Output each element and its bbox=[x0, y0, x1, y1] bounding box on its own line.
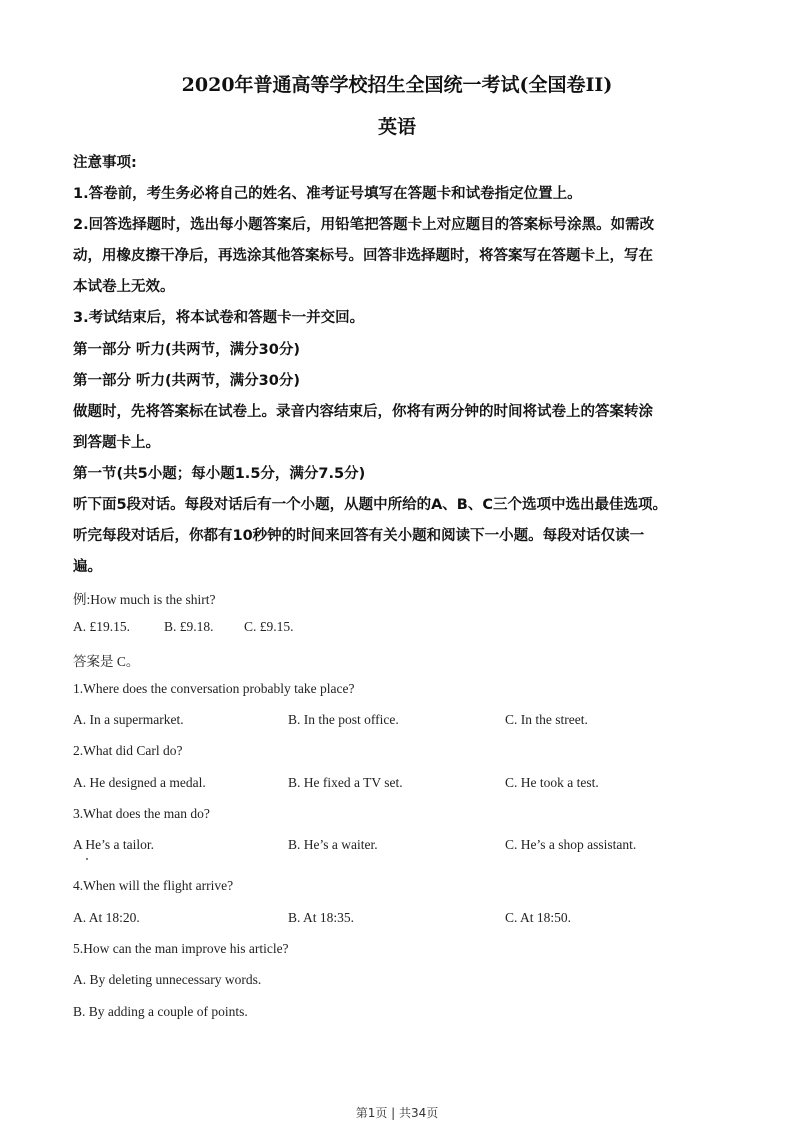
question-2: 2.What did Carl do? bbox=[73, 743, 183, 758]
part1-heading-b: 第一部分 听力(共两节，满分30分) bbox=[73, 373, 300, 389]
question-4-option-b: B. At 18:35. bbox=[288, 910, 355, 925]
question-2-option-b: B. He fixed a TV set. bbox=[288, 775, 403, 790]
example-option-c: C. £9.15. bbox=[244, 619, 294, 634]
instruction-item-2-line-1: 2.回答选择题时，选出每小题答案后，用铅笔把答题卡上对应题目的答案标号涂黑。如需改 bbox=[73, 217, 655, 233]
question-5-option-b: B. By adding a couple of points. bbox=[73, 1004, 248, 1019]
section1-line-1: 听下面5段对话。每段对话后有一个小题，从题中所给的A、B、C三个选项中选出最佳选项。 bbox=[73, 497, 668, 513]
question-3: 3.What does the man do? bbox=[73, 806, 210, 821]
question-5-option-a: A. By deleting unnecessary words. bbox=[73, 972, 262, 987]
section1-heading: 第一节(共5小题；每小题1.5分，满分7.5分) bbox=[73, 466, 366, 482]
part1-intro-line-2: 到答题卡上。 bbox=[73, 435, 160, 451]
instruction-item-2-line-3: 本试卷上无效。 bbox=[73, 279, 175, 295]
part1-intro-line-1: 做题时，先将答案标在试卷上。录音内容结束后，你将有两分钟的时间将试卷上的答案转涂 bbox=[73, 404, 653, 420]
question-4-option-a: A. At 18:20. bbox=[73, 910, 140, 925]
exam-title: 2020年普通高等学校招生全国统一考试(全国卷II) bbox=[181, 74, 613, 96]
question-1: 1.Where does the conversation probably take place? bbox=[73, 681, 355, 696]
question-5: 5.How can the man improve his article? bbox=[73, 941, 289, 956]
question-1-option-b: B. In the post office. bbox=[288, 712, 399, 727]
example-question: 例:How much is the shirt? bbox=[73, 592, 216, 607]
question-2-option-a: A. He designed a medal. bbox=[73, 775, 206, 790]
question-1-option-c: C. In the street. bbox=[505, 712, 588, 727]
example-option-b: B. £9.18. bbox=[164, 619, 214, 634]
instructions-heading: 注意事项: bbox=[73, 155, 137, 171]
example-answer: 答案是 C。 bbox=[73, 654, 140, 669]
question-2-option-c: C. He took a test. bbox=[505, 775, 599, 790]
section1-line-2: 听完每段对话后，你都有10秒钟的时间来回答有关小题和阅读下一小题。每段对话仅读一 bbox=[73, 528, 645, 544]
question-1-option-a: A. In a supermarket. bbox=[73, 712, 184, 727]
stray-dot bbox=[86, 858, 88, 860]
question-4: 4.When will the flight arrive? bbox=[73, 878, 234, 893]
example-option-a: A. £19.15. bbox=[73, 619, 130, 634]
instruction-item-1: 1.答卷前，考生务必将自己的姓名、准考证号填写在答题卡和试卷指定位置上。 bbox=[73, 186, 582, 202]
question-3-option-a: A He’s a tailor. bbox=[73, 837, 154, 852]
page-footer: 第1页 | 共34页 bbox=[355, 1106, 439, 1120]
part1-heading-a: 第一部分 听力(共两节，满分30分) bbox=[73, 342, 300, 358]
section1-line-3: 遍。 bbox=[73, 559, 102, 575]
instruction-item-2-line-2: 动，用橡皮擦干净后，再选涂其他答案标号。回答非选择题时，将答案写在答题卡上，写在 bbox=[73, 248, 653, 264]
subject-title: 英语 bbox=[377, 116, 416, 138]
question-3-option-c: C. He’s a shop assistant. bbox=[505, 837, 637, 852]
question-3-option-b: B. He’s a waiter. bbox=[288, 837, 378, 852]
instruction-item-3: 3.考试结束后，将本试卷和答题卡一并交回。 bbox=[73, 310, 365, 326]
question-4-option-c: C. At 18:50. bbox=[505, 910, 572, 925]
